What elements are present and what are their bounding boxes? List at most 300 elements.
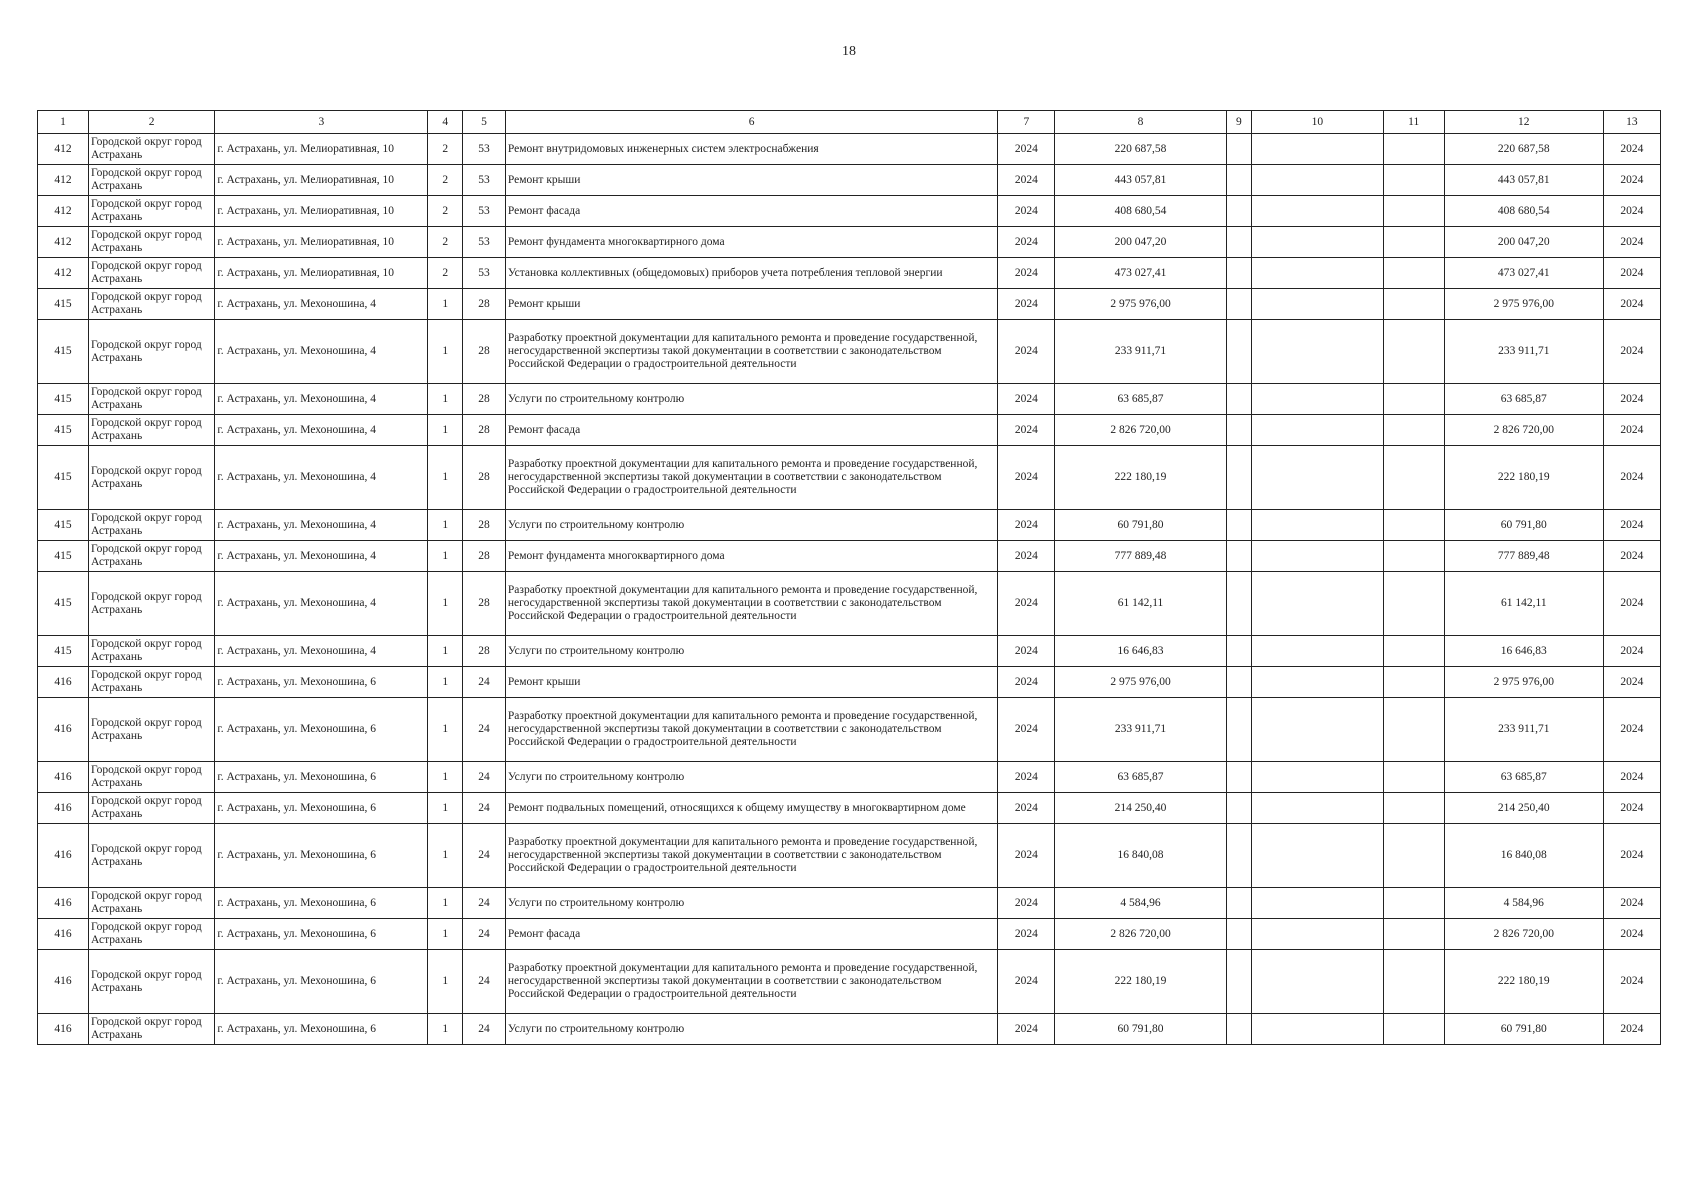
work-type-cell: Разработку проектной документации для капитального ремонта и проведение государственной, негосударственной экспертизы такой документации в соответствии с законодательством Российской Федерации о градостроительной деятельности: [505, 698, 997, 762]
count-cell: 53: [463, 196, 506, 227]
work-type-cell: Ремонт фасада: [505, 415, 997, 446]
work-type-cell: Ремонт фасада: [505, 919, 997, 950]
table-row: [38, 636, 1661, 667]
count-cell: 24: [463, 667, 506, 698]
table-row: [38, 1014, 1661, 1045]
count-cell: 24: [463, 793, 506, 824]
work-type-cell: Услуги по строительному контролю: [505, 1014, 997, 1045]
address-cell: г. Астрахань, ул. Мехоношина, 4: [215, 446, 428, 510]
cost-cell: 2 975 976,00: [1444, 289, 1603, 320]
municipality-cell: Городской округ город Астрахань: [88, 196, 214, 227]
cost-cell: 443 057,81: [1055, 165, 1226, 196]
year-cell: 2024: [998, 793, 1055, 824]
row-number-cell: 415: [38, 446, 89, 510]
empty-cell: [1252, 227, 1384, 258]
cost-cell: 443 057,81: [1444, 165, 1603, 196]
address-cell: г. Астрахань, ул. Мехоношина, 4: [215, 541, 428, 572]
cost-cell: 61 142,11: [1055, 572, 1226, 636]
empty-cell: [1226, 919, 1251, 950]
count-cell: 28: [463, 541, 506, 572]
row-number-cell: 416: [38, 793, 89, 824]
empty-cell: [1383, 320, 1444, 384]
table-row: [38, 888, 1661, 919]
year-cell: 2024: [1603, 384, 1660, 415]
cost-cell: 777 889,48: [1444, 541, 1603, 572]
cost-cell: 200 047,20: [1444, 227, 1603, 258]
year-cell: 2024: [1603, 888, 1660, 919]
cost-cell: 16 646,83: [1444, 636, 1603, 667]
cost-cell: 2 826 720,00: [1055, 919, 1226, 950]
municipality-cell: Городской округ город Астрахань: [88, 762, 214, 793]
year-cell: 2024: [998, 572, 1055, 636]
municipality-cell: Городской округ город Астрахань: [88, 793, 214, 824]
municipality-cell: Городской округ город Астрахань: [88, 636, 214, 667]
table-row: [38, 510, 1661, 541]
empty-cell: [1226, 793, 1251, 824]
year-cell: 2024: [998, 888, 1055, 919]
year-cell: 2024: [1603, 793, 1660, 824]
empty-cell: [1383, 888, 1444, 919]
column-number-row: [38, 111, 1661, 134]
cost-cell: 60 791,80: [1444, 510, 1603, 541]
empty-cell: [1383, 227, 1444, 258]
empty-cell: [1383, 636, 1444, 667]
table-row: [38, 289, 1661, 320]
cost-cell: 777 889,48: [1055, 541, 1226, 572]
count-cell: 2: [428, 258, 463, 289]
cost-cell: 222 180,19: [1444, 446, 1603, 510]
empty-cell: [1383, 510, 1444, 541]
page-number: 18: [842, 44, 856, 59]
column-header: 4: [428, 111, 463, 134]
count-cell: 1: [428, 510, 463, 541]
count-cell: 28: [463, 446, 506, 510]
cost-cell: 61 142,11: [1444, 572, 1603, 636]
cost-cell: 60 791,80: [1055, 510, 1226, 541]
empty-cell: [1226, 572, 1251, 636]
work-type-cell: Ремонт фасада: [505, 196, 997, 227]
count-cell: 1: [428, 950, 463, 1014]
count-cell: 24: [463, 919, 506, 950]
count-cell: 24: [463, 888, 506, 919]
count-cell: 2: [428, 227, 463, 258]
empty-cell: [1383, 698, 1444, 762]
work-type-cell: Ремонт фундамента многоквартирного дома: [505, 541, 997, 572]
empty-cell: [1226, 384, 1251, 415]
count-cell: 24: [463, 950, 506, 1014]
municipality-cell: Городской округ город Астрахань: [88, 510, 214, 541]
table-row: [38, 134, 1661, 165]
count-cell: 1: [428, 446, 463, 510]
empty-cell: [1383, 446, 1444, 510]
year-cell: 2024: [1603, 762, 1660, 793]
address-cell: г. Астрахань, ул. Мехоношина, 4: [215, 510, 428, 541]
year-cell: 2024: [998, 196, 1055, 227]
empty-cell: [1226, 227, 1251, 258]
address-cell: г. Астрахань, ул. Мелиоративная, 10: [215, 134, 428, 165]
year-cell: 2024: [1603, 165, 1660, 196]
empty-cell: [1252, 541, 1384, 572]
count-cell: 28: [463, 572, 506, 636]
count-cell: 1: [428, 415, 463, 446]
table-row: [38, 320, 1661, 384]
row-number-cell: 416: [38, 762, 89, 793]
year-cell: 2024: [998, 824, 1055, 888]
municipality-cell: Городской округ город Астрахань: [88, 888, 214, 919]
address-cell: г. Астрахань, ул. Мелиоративная, 10: [215, 227, 428, 258]
count-cell: 1: [428, 698, 463, 762]
count-cell: 1: [428, 1014, 463, 1045]
year-cell: 2024: [998, 165, 1055, 196]
municipality-cell: Городской округ город Астрахань: [88, 698, 214, 762]
cost-cell: 214 250,40: [1444, 793, 1603, 824]
count-cell: 2: [428, 165, 463, 196]
address-cell: г. Астрахань, ул. Мехоношина, 6: [215, 667, 428, 698]
municipality-cell: Городской округ город Астрахань: [88, 1014, 214, 1045]
table-row: [38, 258, 1661, 289]
empty-cell: [1252, 667, 1384, 698]
municipality-cell: Городской округ город Астрахань: [88, 227, 214, 258]
work-type-cell: Ремонт внутридомовых инженерных систем электроснабжения: [505, 134, 997, 165]
empty-cell: [1252, 636, 1384, 667]
count-cell: 1: [428, 762, 463, 793]
column-header: 12: [1444, 111, 1603, 134]
empty-cell: [1226, 196, 1251, 227]
year-cell: 2024: [1603, 510, 1660, 541]
municipality-cell: Городской округ город Астрахань: [88, 384, 214, 415]
column-header: 5: [463, 111, 506, 134]
table-row: [38, 919, 1661, 950]
year-cell: 2024: [998, 541, 1055, 572]
table-row: [38, 762, 1661, 793]
year-cell: 2024: [998, 415, 1055, 446]
year-cell: 2024: [998, 384, 1055, 415]
column-header: 11: [1383, 111, 1444, 134]
row-number-cell: 415: [38, 636, 89, 667]
municipality-cell: Городской округ город Астрахань: [88, 667, 214, 698]
empty-cell: [1252, 824, 1384, 888]
empty-cell: [1383, 762, 1444, 793]
count-cell: 24: [463, 762, 506, 793]
year-cell: 2024: [998, 919, 1055, 950]
empty-cell: [1252, 196, 1384, 227]
year-cell: 2024: [1603, 289, 1660, 320]
empty-cell: [1383, 793, 1444, 824]
year-cell: 2024: [1603, 541, 1660, 572]
address-cell: г. Астрахань, ул. Мехоношина, 6: [215, 888, 428, 919]
row-number-cell: 415: [38, 541, 89, 572]
work-type-cell: Услуги по строительному контролю: [505, 888, 997, 919]
year-cell: 2024: [1603, 667, 1660, 698]
work-type-cell: Ремонт крыши: [505, 289, 997, 320]
address-cell: г. Астрахань, ул. Мелиоративная, 10: [215, 196, 428, 227]
row-number-cell: 412: [38, 165, 89, 196]
count-cell: 28: [463, 289, 506, 320]
empty-cell: [1383, 134, 1444, 165]
work-type-cell: Ремонт крыши: [505, 667, 997, 698]
address-cell: г. Астрахань, ул. Мехоношина, 4: [215, 636, 428, 667]
cost-cell: 220 687,58: [1055, 134, 1226, 165]
cost-cell: 222 180,19: [1055, 446, 1226, 510]
cost-cell: 16 840,08: [1055, 824, 1226, 888]
empty-cell: [1226, 289, 1251, 320]
row-number-cell: 412: [38, 227, 89, 258]
year-cell: 2024: [1603, 824, 1660, 888]
address-cell: г. Астрахань, ул. Мехоношина, 4: [215, 384, 428, 415]
column-header: 7: [998, 111, 1055, 134]
empty-cell: [1226, 667, 1251, 698]
year-cell: 2024: [1603, 919, 1660, 950]
empty-cell: [1226, 258, 1251, 289]
empty-cell: [1226, 165, 1251, 196]
table-row: [38, 572, 1661, 636]
work-type-cell: Услуги по строительному контролю: [505, 510, 997, 541]
column-header: 3: [215, 111, 428, 134]
empty-cell: [1252, 415, 1384, 446]
municipality-cell: Городской округ город Астрахань: [88, 165, 214, 196]
cost-cell: 4 584,96: [1444, 888, 1603, 919]
address-cell: г. Астрахань, ул. Мехоношина, 4: [215, 572, 428, 636]
count-cell: 28: [463, 510, 506, 541]
municipality-cell: Городской округ город Астрахань: [88, 541, 214, 572]
empty-cell: [1383, 919, 1444, 950]
empty-cell: [1252, 320, 1384, 384]
empty-cell: [1226, 510, 1251, 541]
row-number-cell: 412: [38, 134, 89, 165]
cost-cell: 2 826 720,00: [1444, 415, 1603, 446]
empty-cell: [1383, 541, 1444, 572]
municipality-cell: Городской округ город Астрахань: [88, 950, 214, 1014]
empty-cell: [1252, 289, 1384, 320]
table-row: [38, 541, 1661, 572]
cost-cell: 214 250,40: [1055, 793, 1226, 824]
work-type-cell: Услуги по строительному контролю: [505, 762, 997, 793]
count-cell: 1: [428, 541, 463, 572]
count-cell: 24: [463, 824, 506, 888]
year-cell: 2024: [998, 258, 1055, 289]
empty-cell: [1226, 541, 1251, 572]
count-cell: 28: [463, 415, 506, 446]
year-cell: 2024: [998, 446, 1055, 510]
table-row: [38, 824, 1661, 888]
row-number-cell: 415: [38, 384, 89, 415]
empty-cell: [1252, 446, 1384, 510]
cost-cell: 222 180,19: [1055, 950, 1226, 1014]
table-row: [38, 667, 1661, 698]
row-number-cell: 415: [38, 415, 89, 446]
column-header: 6: [505, 111, 997, 134]
work-type-cell: Ремонт фундамента многоквартирного дома: [505, 227, 997, 258]
row-number-cell: 416: [38, 888, 89, 919]
empty-cell: [1226, 888, 1251, 919]
address-cell: г. Астрахань, ул. Мелиоративная, 10: [215, 258, 428, 289]
row-number-cell: 412: [38, 196, 89, 227]
year-cell: 2024: [1603, 950, 1660, 1014]
empty-cell: [1252, 384, 1384, 415]
year-cell: 2024: [1603, 446, 1660, 510]
cost-cell: 408 680,54: [1055, 196, 1226, 227]
year-cell: 2024: [998, 698, 1055, 762]
cost-cell: 16 646,83: [1055, 636, 1226, 667]
empty-cell: [1252, 793, 1384, 824]
empty-cell: [1252, 258, 1384, 289]
address-cell: г. Астрахань, ул. Мехоношина, 6: [215, 950, 428, 1014]
empty-cell: [1383, 196, 1444, 227]
row-number-cell: 412: [38, 258, 89, 289]
row-number-cell: 415: [38, 510, 89, 541]
year-cell: 2024: [1603, 258, 1660, 289]
count-cell: 1: [428, 667, 463, 698]
empty-cell: [1383, 384, 1444, 415]
work-type-cell: Ремонт крыши: [505, 165, 997, 196]
empty-cell: [1226, 950, 1251, 1014]
year-cell: 2024: [998, 320, 1055, 384]
empty-cell: [1226, 824, 1251, 888]
municipality-cell: Городской округ город Астрахань: [88, 572, 214, 636]
column-header: 8: [1055, 111, 1226, 134]
empty-cell: [1226, 762, 1251, 793]
cost-cell: 63 685,87: [1055, 384, 1226, 415]
address-cell: г. Астрахань, ул. Мехоношина, 6: [215, 762, 428, 793]
work-type-cell: Услуги по строительному контролю: [505, 636, 997, 667]
year-cell: 2024: [998, 289, 1055, 320]
year-cell: 2024: [1603, 227, 1660, 258]
cost-cell: 233 911,71: [1055, 698, 1226, 762]
year-cell: 2024: [1603, 698, 1660, 762]
empty-cell: [1226, 134, 1251, 165]
address-cell: г. Астрахань, ул. Мехоношина, 6: [215, 919, 428, 950]
work-type-cell: Разработку проектной документации для капитального ремонта и проведение государственной, негосударственной экспертизы такой документации в соответствии с законодательством Российской Федерации о градостроительной деятельности: [505, 824, 997, 888]
year-cell: 2024: [998, 510, 1055, 541]
capital-repair-table: [37, 110, 1661, 1045]
municipality-cell: Городской округ город Астрахань: [88, 289, 214, 320]
column-header: 13: [1603, 111, 1660, 134]
empty-cell: [1383, 289, 1444, 320]
empty-cell: [1383, 824, 1444, 888]
count-cell: 2: [428, 196, 463, 227]
empty-cell: [1383, 165, 1444, 196]
empty-cell: [1226, 1014, 1251, 1045]
work-type-cell: Разработку проектной документации для капитального ремонта и проведение государственной, негосударственной экспертизы такой документации в соответствии с законодательством Российской Федерации о градостроительной деятельности: [505, 950, 997, 1014]
table-row: [38, 793, 1661, 824]
cost-cell: 222 180,19: [1444, 950, 1603, 1014]
year-cell: 2024: [998, 950, 1055, 1014]
empty-cell: [1226, 415, 1251, 446]
municipality-cell: Городской округ город Астрахань: [88, 824, 214, 888]
count-cell: 28: [463, 636, 506, 667]
year-cell: 2024: [1603, 320, 1660, 384]
count-cell: 53: [463, 258, 506, 289]
empty-cell: [1252, 950, 1384, 1014]
year-cell: 2024: [1603, 415, 1660, 446]
row-number-cell: 415: [38, 320, 89, 384]
municipality-cell: Городской округ город Астрахань: [88, 134, 214, 165]
cost-cell: 16 840,08: [1444, 824, 1603, 888]
empty-cell: [1383, 667, 1444, 698]
year-cell: 2024: [1603, 636, 1660, 667]
empty-cell: [1383, 950, 1444, 1014]
count-cell: 1: [428, 572, 463, 636]
empty-cell: [1226, 698, 1251, 762]
cost-cell: 2 826 720,00: [1444, 919, 1603, 950]
cost-cell: 473 027,41: [1055, 258, 1226, 289]
count-cell: 53: [463, 134, 506, 165]
cost-cell: 233 911,71: [1444, 320, 1603, 384]
cost-cell: 220 687,58: [1444, 134, 1603, 165]
count-cell: 1: [428, 793, 463, 824]
work-type-cell: Разработку проектной документации для капитального ремонта и проведение государственной, негосударственной экспертизы такой документации в соответствии с законодательством Российской Федерации о градостроительной деятельности: [505, 320, 997, 384]
cost-cell: 200 047,20: [1055, 227, 1226, 258]
empty-cell: [1252, 134, 1384, 165]
address-cell: г. Астрахань, ул. Мехоношина, 4: [215, 289, 428, 320]
empty-cell: [1226, 636, 1251, 667]
year-cell: 2024: [998, 227, 1055, 258]
empty-cell: [1226, 446, 1251, 510]
municipality-cell: Городской округ город Астрахань: [88, 919, 214, 950]
cost-cell: 233 911,71: [1055, 320, 1226, 384]
row-number-cell: 416: [38, 1014, 89, 1045]
cost-cell: 2 975 976,00: [1055, 667, 1226, 698]
year-cell: 2024: [1603, 572, 1660, 636]
empty-cell: [1252, 762, 1384, 793]
cost-cell: 2 826 720,00: [1055, 415, 1226, 446]
count-cell: 24: [463, 698, 506, 762]
empty-cell: [1383, 1014, 1444, 1045]
table-row: [38, 196, 1661, 227]
count-cell: 2: [428, 134, 463, 165]
year-cell: 2024: [1603, 134, 1660, 165]
cost-cell: 233 911,71: [1444, 698, 1603, 762]
count-cell: 1: [428, 824, 463, 888]
municipality-cell: Городской округ город Астрахань: [88, 446, 214, 510]
count-cell: 24: [463, 1014, 506, 1045]
row-number-cell: 416: [38, 667, 89, 698]
table-row: [38, 165, 1661, 196]
cost-cell: 63 685,87: [1444, 384, 1603, 415]
count-cell: 1: [428, 888, 463, 919]
address-cell: г. Астрахань, ул. Мехоношина, 4: [215, 415, 428, 446]
row-number-cell: 416: [38, 950, 89, 1014]
table-row: [38, 415, 1661, 446]
empty-cell: [1383, 415, 1444, 446]
table-row: [38, 446, 1661, 510]
column-header: 9: [1226, 111, 1251, 134]
count-cell: 53: [463, 227, 506, 258]
municipality-cell: Городской округ город Астрахань: [88, 415, 214, 446]
count-cell: 1: [428, 289, 463, 320]
year-cell: 2024: [998, 667, 1055, 698]
row-number-cell: 415: [38, 572, 89, 636]
work-type-cell: Разработку проектной документации для капитального ремонта и проведение государственной, негосударственной экспертизы такой документации в соответствии с законодательством Российской Федерации о градостроительной деятельности: [505, 572, 997, 636]
work-type-cell: Услуги по строительному контролю: [505, 384, 997, 415]
row-number-cell: 416: [38, 824, 89, 888]
cost-cell: 60 791,80: [1055, 1014, 1226, 1045]
cost-cell: 473 027,41: [1444, 258, 1603, 289]
work-type-cell: Установка коллективных (общедомовых) приборов учета потребления тепловой энергии: [505, 258, 997, 289]
column-header: 10: [1252, 111, 1384, 134]
table-row: [38, 698, 1661, 762]
year-cell: 2024: [1603, 1014, 1660, 1045]
row-number-cell: 416: [38, 698, 89, 762]
empty-cell: [1252, 1014, 1384, 1045]
year-cell: 2024: [998, 762, 1055, 793]
empty-cell: [1383, 258, 1444, 289]
address-cell: г. Астрахань, ул. Мехоношина, 6: [215, 698, 428, 762]
count-cell: 1: [428, 320, 463, 384]
count-cell: 1: [428, 636, 463, 667]
address-cell: г. Астрахань, ул. Мехоношина, 6: [215, 793, 428, 824]
table-row: [38, 384, 1661, 415]
